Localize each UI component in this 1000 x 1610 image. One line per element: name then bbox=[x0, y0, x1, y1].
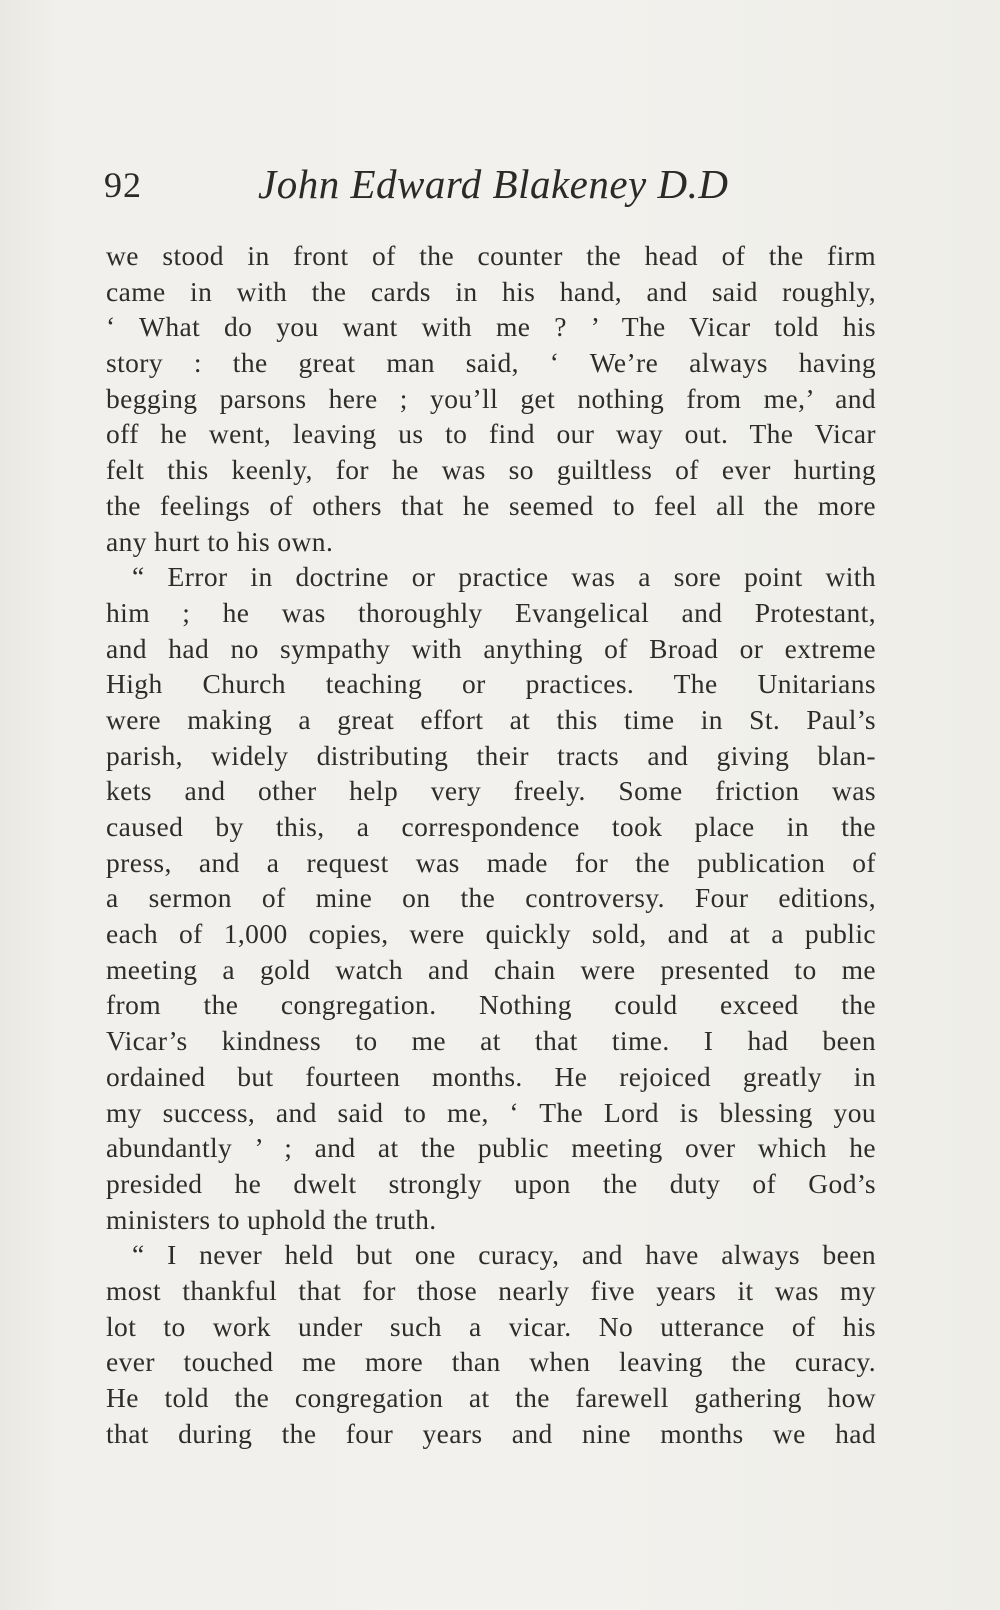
text-line: caused by this, a correspondence took place in the bbox=[106, 811, 876, 842]
text-line: presided he dwelt strongly upon the duty of God’s bbox=[106, 1167, 876, 1199]
page-number: 92 bbox=[104, 165, 142, 205]
text-line: we stood in front of the counter the head of the firm bbox=[106, 240, 876, 271]
text-line: the feelings of others that he seemed to feel all the more bbox=[106, 489, 876, 521]
text-line: that during the four years and nine months we had bbox=[106, 1417, 876, 1449]
text-line: Vicar’s kindness to me at that time. I had been bbox=[106, 1025, 876, 1057]
text-line: “ Error in doctrine or practice was a sore point with bbox=[132, 561, 876, 593]
text-line: my success, and said to me, ‘ The Lord is blessing you bbox=[106, 1096, 876, 1128]
running-head bbox=[104, 160, 904, 212]
text-line: lot to work under such a vicar. No utterance of his bbox=[106, 1310, 876, 1342]
text-line: kets and other help very freely. Some friction was bbox=[106, 775, 876, 807]
text-line: abundantly ’ ; and at the public meeting over which he bbox=[106, 1132, 876, 1164]
text-line: He told the congregation at the farewell gathering how bbox=[106, 1382, 876, 1413]
running-title: John Edward Blakeney D.D bbox=[258, 161, 729, 207]
text-line: parish, widely distributing their tracts and giving blan- bbox=[106, 739, 876, 771]
text-line: from the congregation. Nothing could exceed the bbox=[106, 989, 876, 1021]
text-line: and had no sympathy with anything of Broad or extreme bbox=[106, 632, 876, 664]
text-line: meeting a gold watch and chain were presented to me bbox=[106, 953, 876, 985]
text-line: ‘ What do you want with me ? ’ The Vicar told his bbox=[106, 311, 876, 343]
text-line: off he went, leaving us to find our way out. The Vicar bbox=[106, 418, 876, 450]
text-line: ministers to uphold the truth. bbox=[106, 1203, 437, 1235]
text-line: were making a great effort at this time in St. Paul’s bbox=[106, 703, 876, 735]
text-line: a sermon of mine on the controversy. Four editions, bbox=[106, 882, 876, 914]
body-text bbox=[106, 238, 876, 1451]
text-line: felt this keenly, for he was so guiltless of ever hurting bbox=[106, 454, 876, 486]
text-line: most thankful that for those nearly five years it was my bbox=[106, 1274, 876, 1306]
text-line: any hurt to his own. bbox=[106, 525, 334, 557]
text-line: ever touched me more than when leaving the curacy. bbox=[106, 1346, 876, 1378]
text-line: begging parsons here ; you’ll get nothing from me,’ and bbox=[106, 382, 876, 414]
text-line: him ; he was thoroughly Evangelical and Protestant, bbox=[106, 596, 876, 628]
text-line: each of 1,000 copies, were quickly sold, and at a public bbox=[106, 918, 876, 950]
text-line: High Church teaching or practices. The Unitarians bbox=[106, 668, 876, 700]
text-line: “ I never held but one curacy, and have always been bbox=[132, 1239, 876, 1271]
text-line: came in with the cards in his hand, and said roughly, bbox=[106, 275, 876, 307]
text-line: story : the great man said, ‘ We’re always having bbox=[106, 347, 876, 379]
text-line: ordained but fourteen months. He rejoiced greatly in bbox=[106, 1060, 876, 1092]
text-line: press, and a request was made for the publication of bbox=[106, 846, 876, 878]
